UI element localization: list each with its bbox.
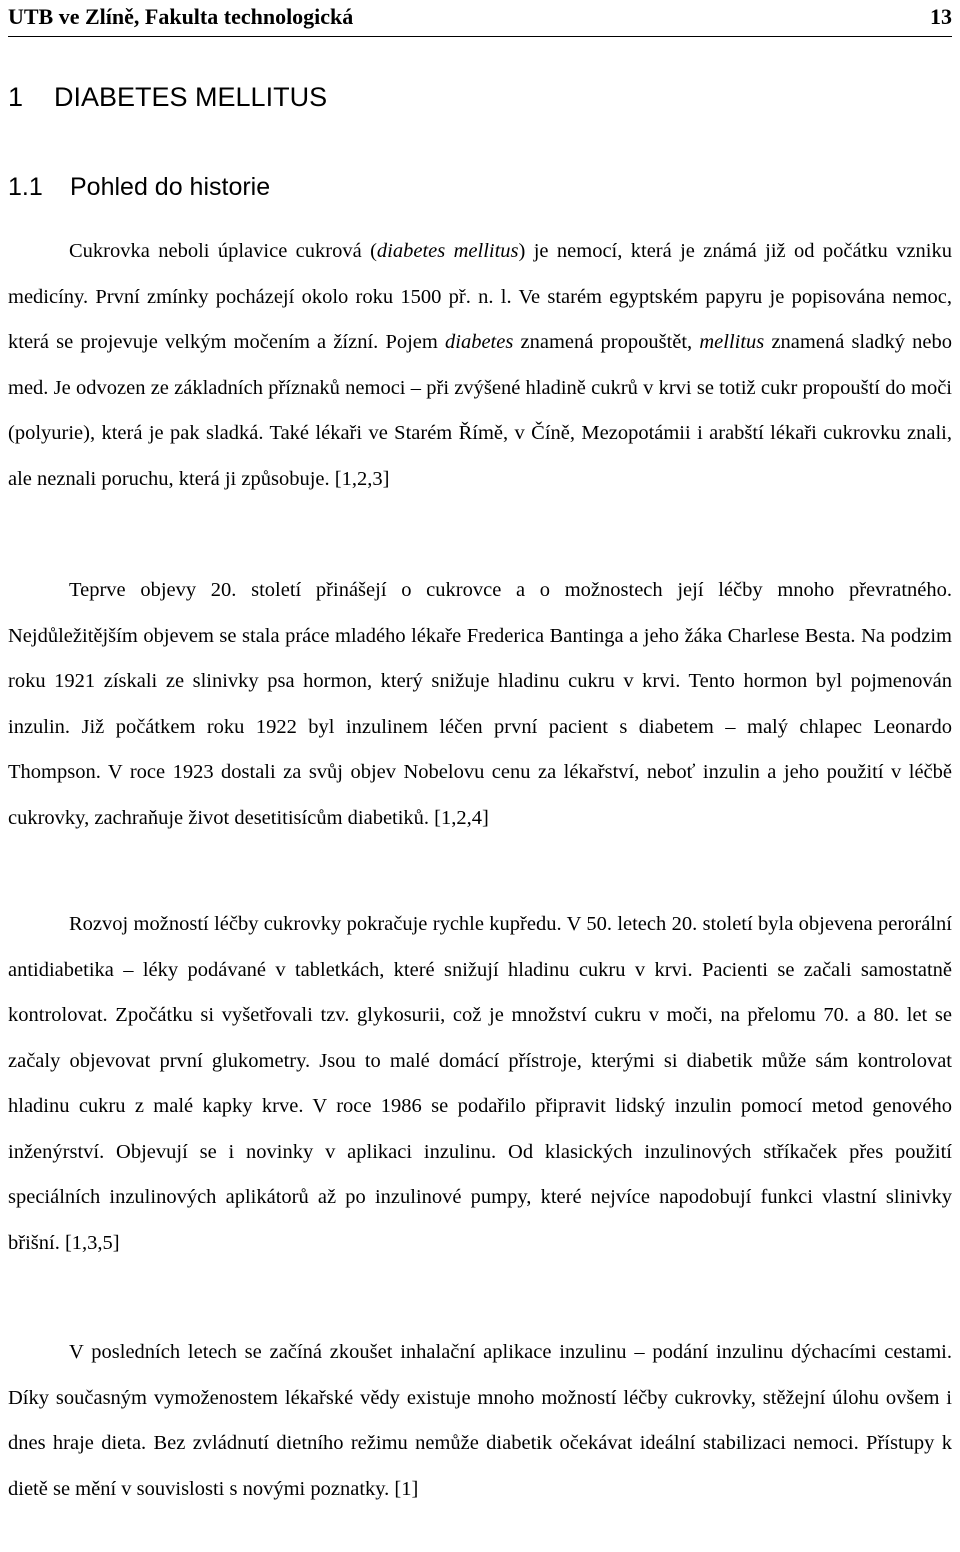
paragraph-2: Teprve objevy 20. století přinášejí o cukrovce a o možnostech její léčby mnoho převratného. Nejdůležitějším objevem se stala práce mladého lékaře Frederica Bantinga a jeho žáka Charlese Besta. Na podzim roku 1921 získali ze slinivky psa hormon, který snižuje hladinu cukru v krvi. Tento hormon byl pojmenován inzulin. Již počátkem roku 1922 byl inzulinem léčen první pacient s diabetem – malý chlapec Leonardo Thompson. V roce 1923 dostali za svůj objev Nobelovu cenu za lékařství, neboť inzulin a jeho použití v léčbě cukrovky, zachraňuje život desetitisícům diabetiků. [1,2,4] [8, 579, 952, 829]
section-number: 1.1 [8, 173, 43, 201]
term-diabetes-mellitus: diabetes mellitus [376, 240, 519, 262]
page-number: 13 [930, 4, 952, 29]
chapter-number: 1 [8, 82, 24, 112]
page-header [8, 2, 952, 37]
paragraph-1-text-e: znamená propouštět, [513, 331, 700, 353]
section-heading [8, 173, 270, 202]
paragraph-1-text-a: Cukrovka neboli úplavice cukrová ( [69, 240, 377, 262]
paragraph-3: Rozvoj možností léčby cukrovky pokračuje rychle kupředu. V 50. letech 20. století byla objevena perorální antidiabetika – léky podávané v tabletkách, které snižují hladinu cukru v krvi. Pacienti se začali samostatně kontrolovat. Zpočátku si vyšetřovali tzv. glykosurii, což je množství cukru v moči, na přelomu 70. a 80. let se začaly objevovat první glukometry. Jsou to malé domácí přístroje, kterými si diabetik může sám kontrolovat hladinu cukru z malé kapky krve. V roce 1986 se podařilo připravit lidský inzulin pomocí metod genového inženýrství. Objevují se i novinky v aplikaci inzulinu. Od klasických inzulinových stříkaček přes použití speciálních inzulinových aplikátorů až po inzulinové pumpy, které nejvíce napodobují funkci vlastní slinivky břišní. [1,3,5] [8, 913, 952, 1254]
chapter-title: DIABETES MELLITUS [54, 82, 328, 112]
term-diabetes: diabetes [445, 331, 514, 353]
paragraph-1-text-g: znamená sladký nebo med. Je odvozen ze základních příznaků nemoci – při zvýšené hladině cukrů v krvi se totiž cukr propouští do moči (polyurie), která je pak sladká. Také lékaři ve Starém Římě, v Číně, Mezopotámii i arabští lékaři cukrovku znali, ale neznali poruchu, která ji způsobuje. [1,2,3] [8, 331, 952, 490]
paragraph-1-text-c: ) je nemocí, která je známá již od počátku vzniku medicíny. První zmínky pocházejí okolo roku 1500 př. n. l. Ve starém egyptském papyru je popisována nemoc, která se projevuje velkým močením a žízní. Pojem [8, 240, 952, 353]
term-mellitus: mellitus [699, 331, 765, 353]
chapter-heading [8, 82, 327, 113]
header-title: UTB ve Zlíně, Fakulta technologická [8, 4, 354, 29]
paragraph-4: V posledních letech se začíná zkoušet inhalační aplikace inzulinu – podání inzulinu dýchacími cestami. Díky současným vymoženostem lékařské vědy existuje mnoho možností léčby cukrovky, stěžejní úlohu ovšem i dnes hraje dieta. Bez zvládnutí dietního režimu nemůže diabetik očekávat ideální stabilizaci nemoci. Přístupy k dietě se mění v souvislosti s novými poznatky. [1] [8, 1341, 952, 1500]
paragraph-1 [8, 229, 952, 502]
section-title: Pohled do historie [70, 173, 271, 201]
